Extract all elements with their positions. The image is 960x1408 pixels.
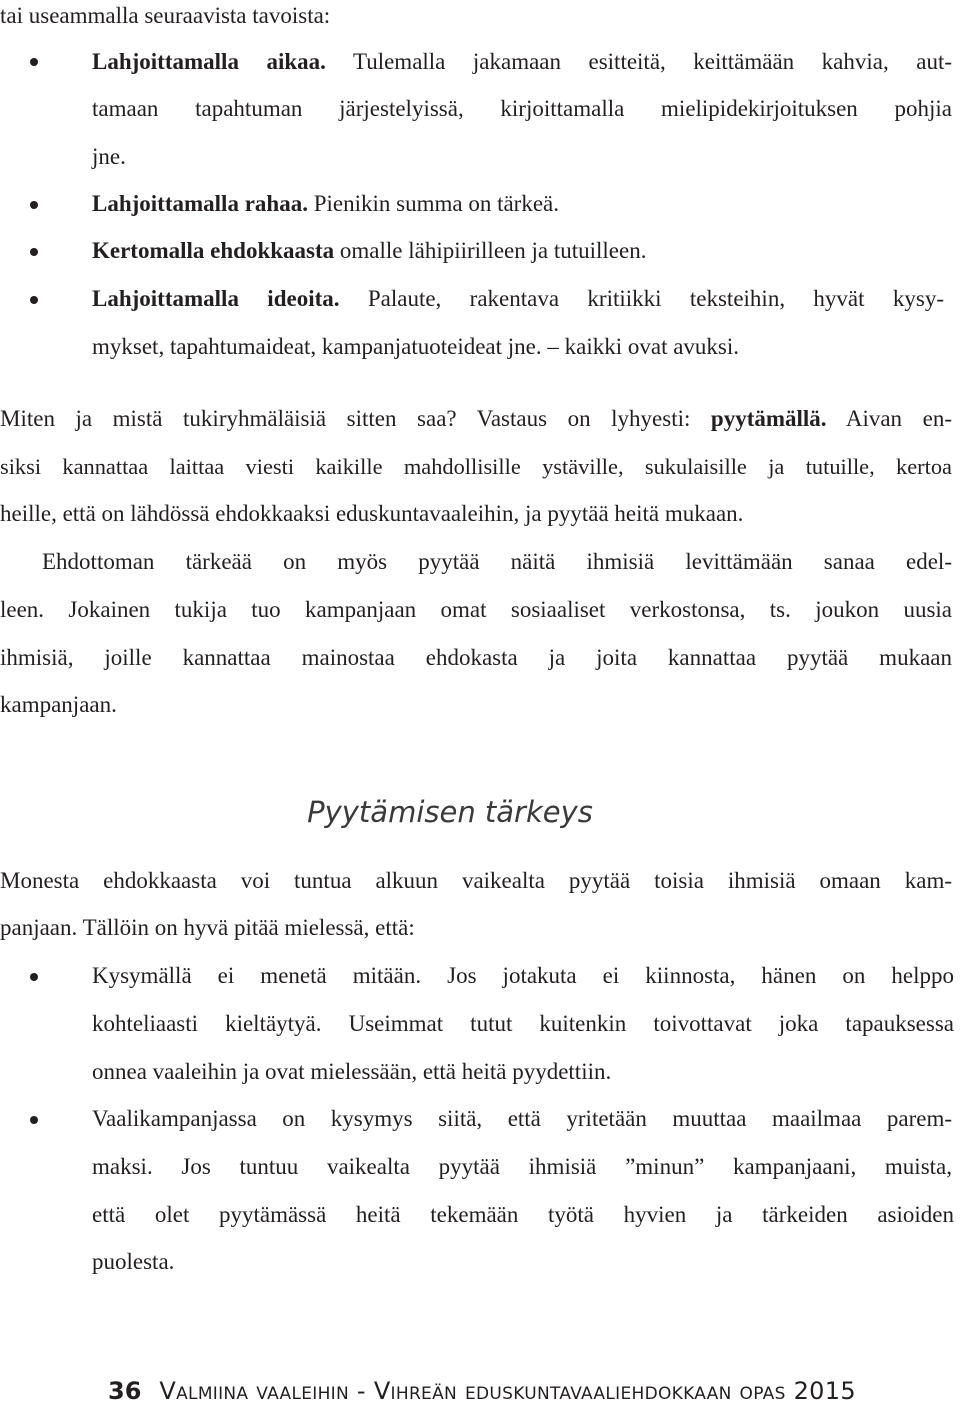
page-number: 36 <box>108 1377 142 1405</box>
list2-item-2-line-1: Vaalikampanjassa on kysymys siitä, että yritetään muuttaa maailmaa parem- <box>92 1106 952 1131</box>
list-item-time-line-1: Lahjoittamalla aikaa. Tulemalla jakamaan esitteitä, keittämään kahvia, aut- <box>92 49 952 74</box>
list-item-ideas-line-2: mykset, tapahtumaideat, kampanjatuoteideat jne. – kaikki ovat avuksi. <box>92 334 740 359</box>
list-item-money: Lahjoittamalla rahaa. Pienikin summa on tärkeä. <box>92 191 559 216</box>
list2-item-1-line-1: Kysymällä ei menetä mitään. Jos jotakuta ei kiinnosta, hänen on helppo <box>92 963 954 988</box>
bullet-icon <box>30 973 38 981</box>
para1-line-2: siksi kannattaa laittaa viesti kaikille mahdollisille ystäville, sukulaisille ja tutuille, kertoa <box>0 454 952 479</box>
list2-item-1-line-3: onnea vaaleihin ja ovat mielessään, että heitä pyydettiin. <box>92 1059 612 1084</box>
bullet-icon <box>30 248 38 256</box>
list-item-time-line-2: tamaan tapahtuman järjestelyissä, kirjoittamalla mielipidekirjoituksen pohjia <box>92 96 952 121</box>
para3-line-1: Monesta ehdokkaasta voi tuntua alkuun vaikealta pyytää toisia ihmisiä omaan kam- <box>0 868 952 893</box>
para1-line-3: heille, että on lähdössä ehdokkaaksi eduskuntavaaleihin, ja pyytää heitä mukaan. <box>0 501 744 526</box>
list2-item-2-line-2: maksi. Jos tuntuu vaikealta pyytää ihmisiä ”minun” kampanjaani, muista, <box>92 1154 952 1179</box>
intro-text: tai useammalla seuraavista tavoista: <box>0 3 331 28</box>
list2-item-1-line-2: kohteliaasti kieltäytyä. Useimmat tutut kuitenkin toivottavat joka tapauksessa <box>92 1011 954 1036</box>
page-footer <box>108 1376 856 1406</box>
list2-item-2-line-3: että olet pyytämässä heitä tekemään työtä hyvien ja tärkeiden asioiden <box>92 1202 954 1227</box>
para2-line-2: leen. Jokainen tukija tuo kampanjaan omat sosiaaliset verkostonsa, ts. joukon uusia <box>0 597 952 622</box>
footer-title: Valmiina vaaleihin - Vihreän eduskuntavaaliehdokkaan opas 2015 <box>159 1377 856 1405</box>
bullet-icon <box>30 296 38 304</box>
list-item-tell: Kertomalla ehdokkaasta omalle lähipiirilleen ja tutuilleen. <box>92 238 647 263</box>
para1-line-1: Miten ja mistä tukiryhmäläisiä sitten saa? Vastaus on lyhyesti: pyytämällä. Aivan en- <box>0 406 952 431</box>
list-item-time-line-3: jne. <box>92 144 126 169</box>
para2-line-3: ihmisiä, joille kannattaa mainostaa ehdokasta ja joita kannattaa pyytää mukaan <box>0 645 952 670</box>
para2-line-1: Ehdottoman tärkeää on myös pyytää näitä ihmisiä levittämään sanaa edel- <box>42 549 952 574</box>
list-item-ideas-line-1: Lahjoittamalla ideoita. Palaute, rakentava kritiikki teksteihin, hyvät kysy- <box>92 286 944 311</box>
para2-line-4: kampanjaan. <box>0 692 117 717</box>
para3-line-2: panjaan. Tällöin on hyvä pitää mielessä, että: <box>0 915 415 940</box>
bullet-icon <box>30 58 38 66</box>
bullet-icon <box>30 1116 38 1124</box>
list2-item-2-line-4: puolesta. <box>92 1249 175 1274</box>
bullet-icon <box>30 201 38 209</box>
section-heading: Pyytämisen tärkeys <box>307 795 593 829</box>
